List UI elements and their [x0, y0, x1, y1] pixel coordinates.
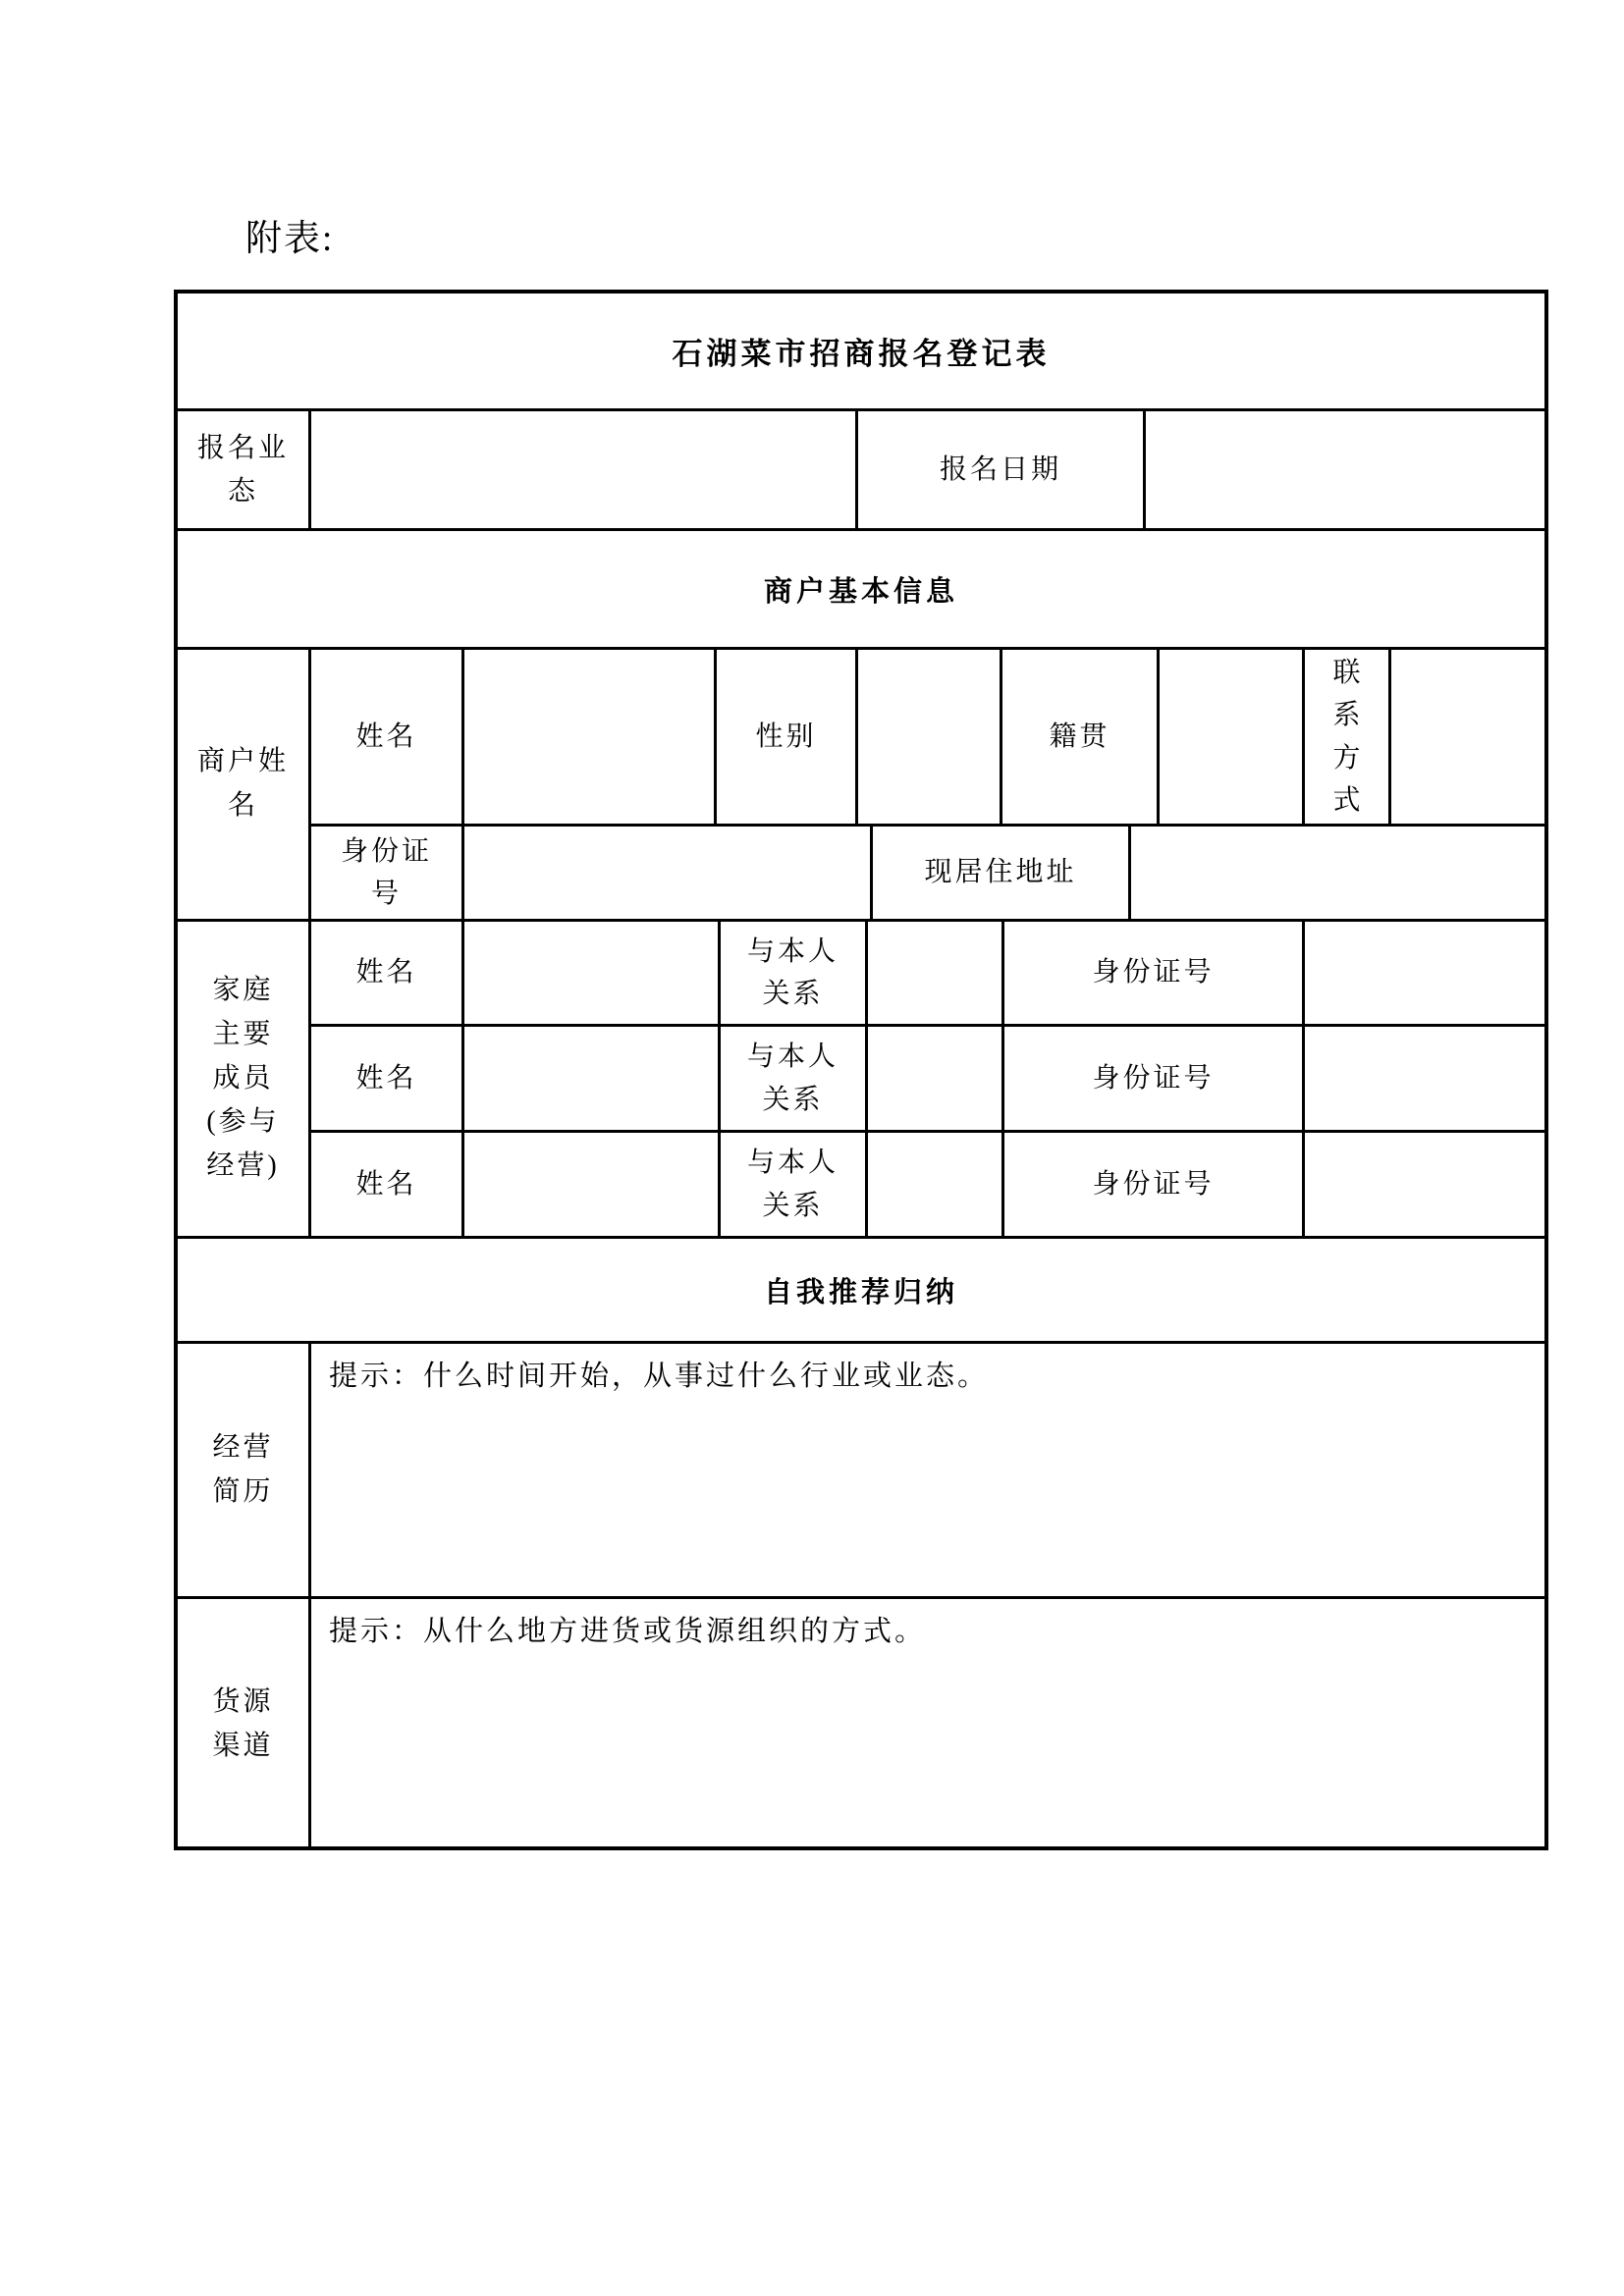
apply-date-input-cell[interactable]	[1146, 411, 1544, 528]
merchant-address-label: 现居住地址	[873, 827, 1131, 919]
merchant-contact-label: 联系方式	[1305, 650, 1391, 824]
family-relation-input-cell[interactable]	[868, 922, 1004, 1024]
family-row	[311, 1133, 1544, 1236]
family-name-input-cell[interactable]	[464, 922, 721, 1024]
business-history-group	[178, 1344, 1544, 1599]
family-relation-input-cell[interactable]	[868, 1027, 1004, 1130]
merchant-address-input-cell[interactable]	[1131, 827, 1544, 919]
business-history-label: 经营简历	[178, 1344, 311, 1596]
business-history-hint: 提示：什么时间开始，从事过什么行业或业态。	[329, 1361, 990, 1392]
self-intro-header-row	[178, 1239, 1544, 1344]
apply-type-input-cell[interactable]	[311, 411, 858, 528]
merchant-gender-label: 性别	[717, 650, 858, 824]
supply-channel-label: 货源渠道	[178, 1599, 311, 1850]
merchant-subrow-2	[311, 827, 1544, 919]
family-relation-label: 与本人关系	[721, 922, 868, 1024]
merchant-contact-input-cell[interactable]	[1391, 650, 1544, 824]
family-name-input-cell[interactable]	[464, 1133, 721, 1236]
merchant-id-label: 身份证号	[311, 827, 464, 919]
apply-date-label: 报名日期	[858, 411, 1146, 528]
family-relation-input-cell[interactable]	[868, 1133, 1004, 1236]
family-id-label: 身份证号	[1004, 1027, 1305, 1130]
apply-type-label: 报名业态	[178, 411, 311, 528]
merchant-gender-input-cell[interactable]	[858, 650, 1002, 824]
family-name-input-cell[interactable]	[464, 1027, 721, 1130]
supply-channel-input-area[interactable]	[311, 1599, 1544, 1850]
basic-info-header: 商户基本信息	[763, 575, 958, 608]
merchant-hometown-input-cell[interactable]	[1160, 650, 1305, 824]
family-name-label: 姓名	[311, 1133, 464, 1236]
family-id-input-cell[interactable]	[1305, 1133, 1544, 1236]
merchant-id-input-cell[interactable]	[464, 827, 873, 919]
apply-row	[178, 411, 1544, 531]
form-title-row	[178, 294, 1544, 411]
form-title: 石湖菜市招商报名登记表	[672, 337, 1051, 371]
merchant-hometown-label: 籍贯	[1002, 650, 1160, 824]
family-id-label: 身份证号	[1004, 922, 1305, 1024]
family-group	[178, 922, 1544, 1239]
merchant-subrow-1	[311, 650, 1544, 827]
appendix-prefix-label: 附表:	[245, 219, 335, 259]
family-id-label: 身份证号	[1004, 1133, 1305, 1236]
merchant-name-label: 姓名	[311, 650, 464, 824]
merchant-group	[178, 650, 1544, 922]
family-name-label: 姓名	[311, 922, 464, 1024]
self-intro-header: 自我推荐归纳	[763, 1276, 958, 1308]
registration-form-table	[174, 290, 1548, 1850]
family-name-label: 姓名	[311, 1027, 464, 1130]
family-row	[311, 1027, 1544, 1133]
merchant-name-input-cell[interactable]	[464, 650, 717, 824]
family-relation-label: 与本人关系	[721, 1133, 868, 1236]
family-relation-label: 与本人关系	[721, 1027, 868, 1130]
business-history-input-area[interactable]	[311, 1344, 1544, 1596]
family-group-label: 家庭主要成员(参与经营)	[178, 922, 311, 1236]
family-id-input-cell[interactable]	[1305, 922, 1544, 1024]
family-row	[311, 922, 1544, 1027]
basic-info-header-row	[178, 531, 1544, 650]
family-id-input-cell[interactable]	[1305, 1027, 1544, 1130]
merchant-group-label: 商户姓名	[178, 650, 311, 919]
supply-channel-group	[178, 1599, 1544, 1850]
supply-channel-hint: 提示：从什么地方进货或货源组织的方式。	[329, 1616, 927, 1647]
